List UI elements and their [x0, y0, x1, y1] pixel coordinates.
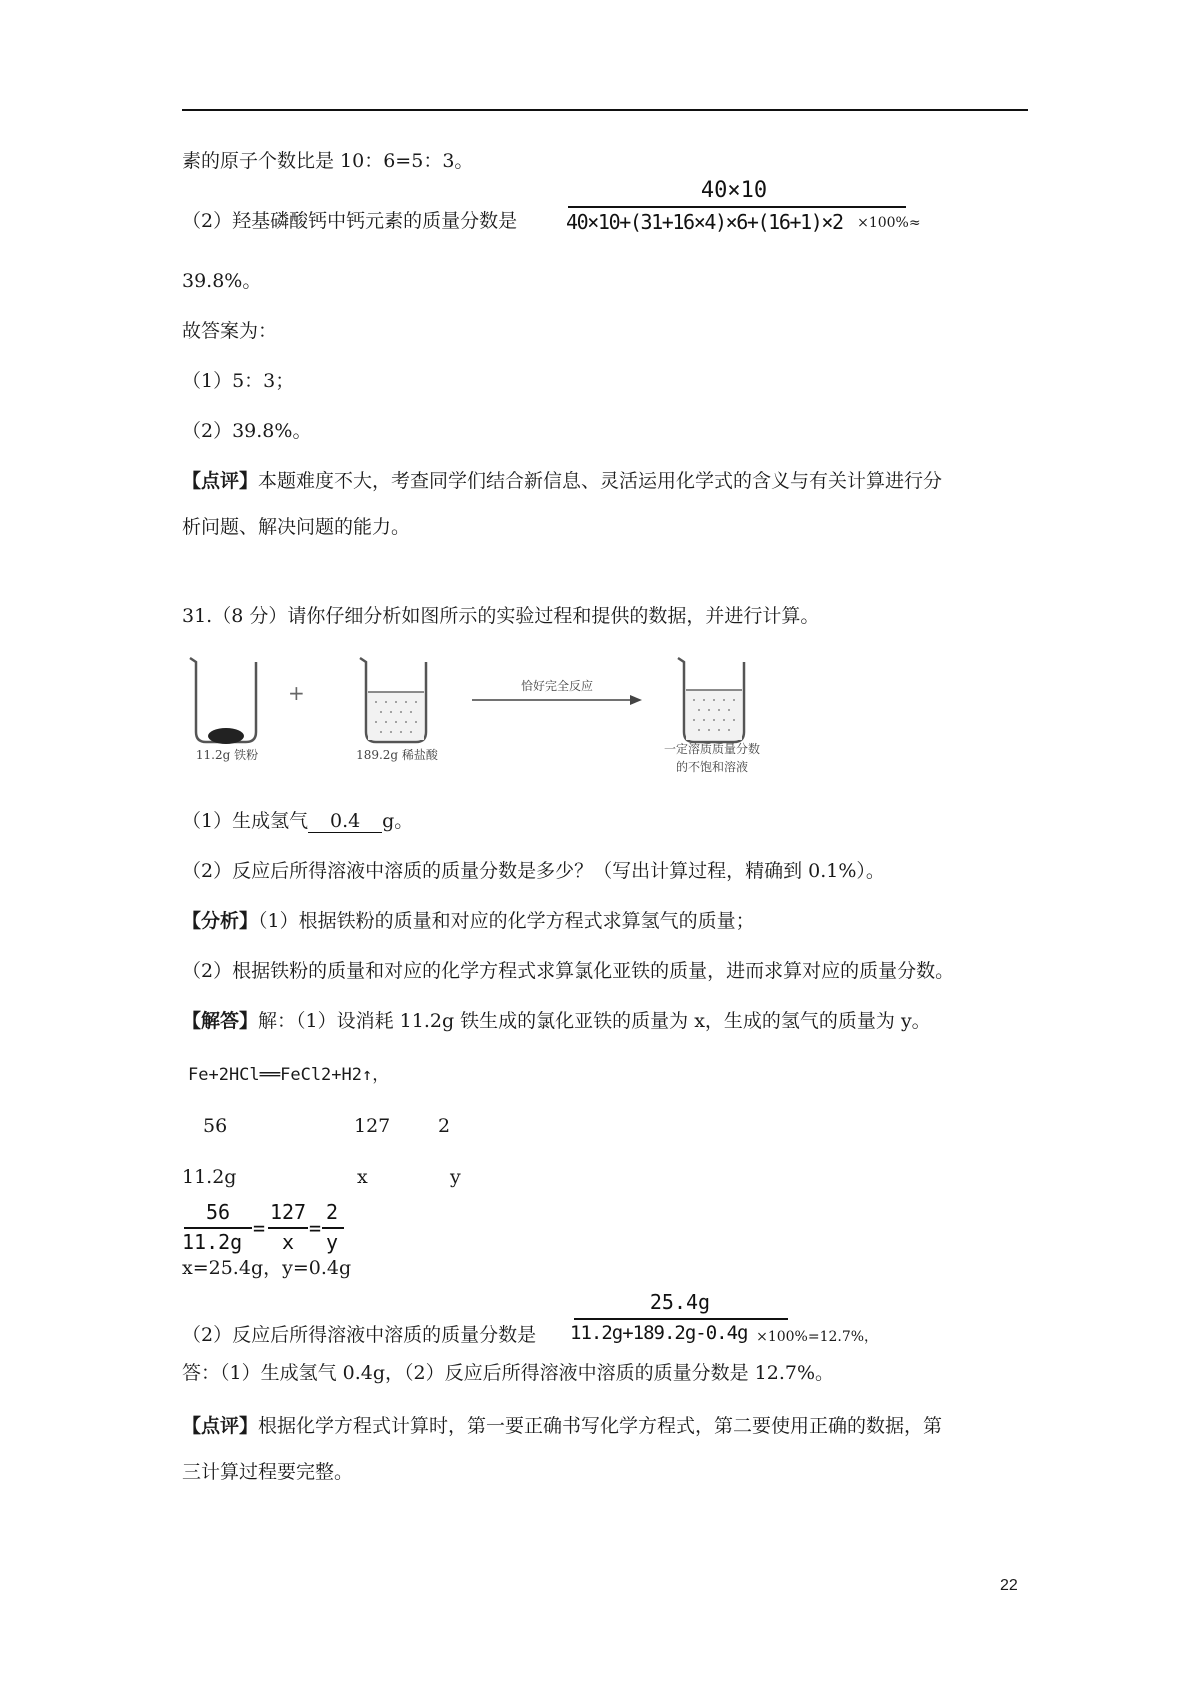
fraction-numerator: 40×10 [700, 178, 768, 203]
chemical-equation: Fe+2HCl══FeCl2+H2↑， [188, 1065, 390, 1085]
value-iron: 11.2g [182, 1166, 237, 1188]
text-span: 本题难度不大，考查同学们结合新信息、灵活运用化学式的含义与有关计算进行分 [258, 470, 943, 492]
molar-mass-fe: 56 [203, 1115, 228, 1137]
page-number: 22 [1000, 1577, 1018, 1594]
equals-2: = [308, 1216, 322, 1240]
review-line: 三计算过程要完整。 [182, 1461, 354, 1483]
analysis-line [182, 908, 755, 934]
text-span: （2）反应后所得溶液中溶质的质量分数是 [182, 1324, 537, 1346]
label-iron: 11.2g 铁粉 [195, 748, 259, 762]
text-span: 解：（1）设消耗 11.2g 铁生成的氯化亚铁的质量为 x，生成的氢气的质量为 y。 [258, 1010, 931, 1032]
review-tag: 【点评】 [182, 1415, 259, 1437]
text-span: ×100%≈ [857, 215, 921, 231]
label-acid: 189.2g 稀盐酸 [356, 748, 438, 762]
text-line: 39.8%。 [182, 270, 262, 292]
ratio-bar-1 [184, 1227, 252, 1229]
equals-1: = [252, 1216, 266, 1240]
value-y: y [450, 1166, 461, 1188]
text-line: 素的原子个数比是 10：6=5：3。 [182, 150, 474, 172]
solution-line [182, 1008, 931, 1034]
ratio-equation [182, 1200, 362, 1260]
beaker-result [678, 658, 744, 742]
ratio-bar-2 [268, 1227, 308, 1229]
question-31: 31.（8 分）请你仔细分析如图所示的实验过程和提供的数据，并进行计算。 [182, 605, 820, 627]
molar-mass-fecl2: 127 [354, 1115, 391, 1137]
solution-tag: 【解答】 [182, 1010, 259, 1032]
value-x: x [357, 1166, 368, 1188]
answer-1 [182, 808, 413, 834]
calcium-fraction [564, 176, 944, 240]
text-line: （1）5：3； [182, 370, 295, 392]
fraction-numerator: 25.4g [649, 1290, 711, 1314]
ratio-d3: y [326, 1230, 339, 1254]
text-line: （2）39.8%。 [182, 420, 312, 442]
experiment-figure [182, 650, 802, 780]
reaction-arrow [472, 678, 642, 705]
text-line [182, 468, 942, 494]
ratio-bar-3 [322, 1227, 344, 1229]
ratio-d1: 11.2g [182, 1230, 243, 1254]
molar-mass-h2: 2 [438, 1115, 451, 1137]
text-line: 析问题、解决问题的能力。 [182, 516, 411, 538]
label-result-2: 的不饱和溶液 [675, 760, 748, 774]
fraction-denominator: 40×10+(31+16×4)×6+(16+1)×2 [566, 210, 843, 234]
text-span: g。 [382, 810, 414, 832]
ratio-n1: 56 [205, 1200, 231, 1224]
ratio-n3: 2 [325, 1200, 339, 1224]
arrow-label: 恰好完全反应 [520, 679, 594, 693]
answer-summary: 答：（1）生成氢气 0.4g，（2）反应后所得溶液中溶质的质量分数是 12.7%。 [182, 1362, 834, 1384]
analysis-tag: 【分析】 [182, 910, 259, 932]
header-rule [182, 109, 1028, 111]
beaker-iron [190, 658, 256, 744]
review-line [182, 1413, 942, 1439]
ratio-n2: 127 [269, 1200, 307, 1224]
label-result-1: 一定溶质质量分数 [663, 742, 760, 756]
fraction-bar [574, 1318, 788, 1320]
text-span: （1）根据铁粉的质量和对应的化学方程式求算氢气的质量； [258, 910, 755, 932]
percentage-fraction [570, 1290, 800, 1352]
result-line: x=25.4g，y=0.4g [182, 1257, 352, 1279]
text-line: 故答案为： [182, 320, 278, 342]
analysis-line: （2）根据铁粉的质量和对应的化学方程式求算氯化亚铁的质量，进而求算对应的质量分数。 [182, 960, 955, 982]
fraction-bar [568, 206, 906, 208]
plus-sign: + [288, 681, 305, 705]
fraction-denominator: 11.2g+189.2g-0.4g [570, 1322, 748, 1344]
text-span: （1）生成氢气 [182, 810, 309, 832]
ratio-d2: x [282, 1230, 295, 1254]
review-tag: 【点评】 [182, 470, 259, 492]
text-span: 根据化学方程式计算时，第一要正确书写化学方程式，第二要使用正确的数据，第 [258, 1415, 943, 1437]
text-span: （2）羟基磷酸钙中钙元素的质量分数是 [182, 210, 518, 232]
answer-2: （2）反应后所得溶液中溶质的质量分数是多少？（写出计算过程，精确到 0.1%）。 [182, 860, 885, 882]
answer-blank: 0.4 [308, 810, 382, 833]
text-span: ×100%=12.7%， [756, 1329, 879, 1345]
beaker-acid [360, 658, 426, 742]
